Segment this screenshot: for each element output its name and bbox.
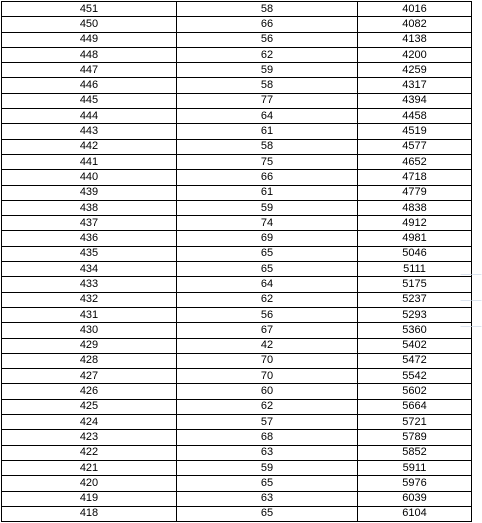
cumulative-cell: 5852 bbox=[358, 445, 472, 460]
cumulative-cell: 4082 bbox=[358, 17, 472, 32]
table-row bbox=[2, 200, 472, 215]
count-cell: 56 bbox=[177, 307, 358, 322]
cumulative-cell: 4981 bbox=[358, 231, 472, 246]
cumulative-cell: 4718 bbox=[358, 170, 472, 185]
cumulative-cell: 5542 bbox=[358, 369, 472, 384]
score-cell: 449 bbox=[2, 32, 177, 47]
count-cell: 74 bbox=[177, 216, 358, 231]
count-cell: 64 bbox=[177, 109, 358, 124]
score-cell: 445 bbox=[2, 93, 177, 108]
cumulative-cell: 4577 bbox=[358, 139, 472, 154]
score-cell: 419 bbox=[2, 491, 177, 506]
count-cell: 68 bbox=[177, 430, 358, 445]
table-row bbox=[2, 506, 472, 521]
score-cell: 426 bbox=[2, 384, 177, 399]
count-cell: 59 bbox=[177, 460, 358, 475]
table-row bbox=[2, 109, 472, 124]
count-cell: 65 bbox=[177, 246, 358, 261]
cumulative-cell: 5602 bbox=[358, 384, 472, 399]
score-cell: 431 bbox=[2, 307, 177, 322]
count-cell: 62 bbox=[177, 399, 358, 414]
table-row bbox=[2, 216, 472, 231]
table-row bbox=[2, 353, 472, 368]
cumulative-cell: 6104 bbox=[358, 506, 472, 521]
table-row bbox=[2, 154, 472, 169]
table-row bbox=[2, 476, 472, 491]
cumulative-cell: 5721 bbox=[358, 415, 472, 430]
score-cell: 443 bbox=[2, 124, 177, 139]
table-row bbox=[2, 445, 472, 460]
table-row bbox=[2, 460, 472, 475]
count-cell: 66 bbox=[177, 17, 358, 32]
cumulative-cell: 5402 bbox=[358, 338, 472, 353]
cumulative-cell: 4138 bbox=[358, 32, 472, 47]
score-cell: 424 bbox=[2, 415, 177, 430]
score-cell: 448 bbox=[2, 47, 177, 62]
count-cell: 67 bbox=[177, 323, 358, 338]
count-cell: 61 bbox=[177, 124, 358, 139]
cumulative-cell: 4200 bbox=[358, 47, 472, 62]
count-cell: 60 bbox=[177, 384, 358, 399]
table-row bbox=[2, 47, 472, 62]
score-cell: 432 bbox=[2, 292, 177, 307]
table-row bbox=[2, 231, 472, 246]
score-cell: 444 bbox=[2, 109, 177, 124]
table-row bbox=[2, 139, 472, 154]
table-row bbox=[2, 430, 472, 445]
table-row bbox=[2, 170, 472, 185]
cumulative-cell: 4259 bbox=[358, 63, 472, 78]
table-row bbox=[2, 338, 472, 353]
score-cell: 418 bbox=[2, 506, 177, 521]
score-cell: 446 bbox=[2, 78, 177, 93]
table-row bbox=[2, 246, 472, 261]
cumulative-cell: 5046 bbox=[358, 246, 472, 261]
table-row bbox=[2, 32, 472, 47]
score-cell: 435 bbox=[2, 246, 177, 261]
table-row bbox=[2, 17, 472, 32]
score-cell: 420 bbox=[2, 476, 177, 491]
table-body bbox=[2, 2, 482, 522]
cumulative-cell: 4519 bbox=[358, 124, 472, 139]
count-cell: 69 bbox=[177, 231, 358, 246]
cumulative-cell: 5664 bbox=[358, 399, 472, 414]
score-cell: 423 bbox=[2, 430, 177, 445]
cumulative-cell: 4838 bbox=[358, 200, 472, 215]
table-row bbox=[2, 78, 472, 93]
table-row bbox=[2, 491, 472, 506]
table-row bbox=[2, 399, 472, 414]
count-cell: 56 bbox=[177, 32, 358, 47]
score-cell: 430 bbox=[2, 323, 177, 338]
table-row bbox=[2, 384, 472, 399]
count-cell: 65 bbox=[177, 262, 358, 277]
score-cell: 439 bbox=[2, 185, 177, 200]
table-row bbox=[2, 63, 472, 78]
score-cell: 422 bbox=[2, 445, 177, 460]
cumulative-cell: 5472 bbox=[358, 353, 472, 368]
table-row bbox=[2, 277, 472, 292]
table-row bbox=[2, 369, 472, 384]
cumulative-cell: 5293 bbox=[358, 307, 472, 322]
score-cell: 437 bbox=[2, 216, 177, 231]
table-row bbox=[2, 307, 472, 322]
count-cell: 59 bbox=[177, 200, 358, 215]
score-cell: 434 bbox=[2, 262, 177, 277]
cumulative-cell: 5175 bbox=[358, 277, 472, 292]
table-row bbox=[2, 185, 472, 200]
count-cell: 77 bbox=[177, 93, 358, 108]
score-cell: 450 bbox=[2, 17, 177, 32]
cumulative-cell: 5976 bbox=[358, 476, 472, 491]
cumulative-cell: 5911 bbox=[358, 460, 472, 475]
count-cell: 65 bbox=[177, 506, 358, 521]
count-cell: 63 bbox=[177, 445, 358, 460]
score-cell: 436 bbox=[2, 231, 177, 246]
count-cell: 42 bbox=[177, 338, 358, 353]
cumulative-cell: 4779 bbox=[358, 185, 472, 200]
score-distribution-table bbox=[1, 1, 482, 522]
cumulative-cell: 4458 bbox=[358, 109, 472, 124]
table-row bbox=[2, 262, 472, 277]
score-cell: 438 bbox=[2, 200, 177, 215]
table-row bbox=[2, 292, 472, 307]
cumulative-cell: 5237 bbox=[358, 292, 472, 307]
table-row bbox=[2, 323, 472, 338]
table-row bbox=[2, 93, 472, 108]
count-cell: 58 bbox=[177, 2, 358, 17]
count-cell: 62 bbox=[177, 47, 358, 62]
score-cell: 440 bbox=[2, 170, 177, 185]
count-cell: 64 bbox=[177, 277, 358, 292]
cumulative-cell: 4394 bbox=[358, 93, 472, 108]
score-cell: 425 bbox=[2, 399, 177, 414]
table-row bbox=[2, 124, 472, 139]
cumulative-cell: 4912 bbox=[358, 216, 472, 231]
count-cell: 65 bbox=[177, 476, 358, 491]
count-cell: 63 bbox=[177, 491, 358, 506]
count-cell: 70 bbox=[177, 353, 358, 368]
count-cell: 58 bbox=[177, 78, 358, 93]
score-cell: 442 bbox=[2, 139, 177, 154]
count-cell: 59 bbox=[177, 63, 358, 78]
score-cell: 441 bbox=[2, 154, 177, 169]
watermark-logo: ⸺ ⸺ ⸺ bbox=[460, 267, 482, 334]
cumulative-cell: 5111 bbox=[358, 262, 472, 277]
count-cell: 62 bbox=[177, 292, 358, 307]
count-cell: 58 bbox=[177, 139, 358, 154]
score-cell: 451 bbox=[2, 2, 177, 17]
cumulative-cell: 4652 bbox=[358, 154, 472, 169]
count-cell: 66 bbox=[177, 170, 358, 185]
count-cell: 61 bbox=[177, 185, 358, 200]
cumulative-cell: 6039 bbox=[358, 491, 472, 506]
cumulative-cell: 5789 bbox=[358, 430, 472, 445]
count-cell: 75 bbox=[177, 154, 358, 169]
cumulative-cell: 5360 bbox=[358, 323, 472, 338]
score-cell: 427 bbox=[2, 369, 177, 384]
table-row bbox=[2, 415, 472, 430]
score-cell: 433 bbox=[2, 277, 177, 292]
score-cell: 447 bbox=[2, 63, 177, 78]
cumulative-cell: 4317 bbox=[358, 78, 472, 93]
score-cell: 429 bbox=[2, 338, 177, 353]
table-row bbox=[2, 2, 472, 17]
cumulative-cell: 4016 bbox=[358, 2, 472, 17]
score-cell: 421 bbox=[2, 460, 177, 475]
count-cell: 70 bbox=[177, 369, 358, 384]
count-cell: 57 bbox=[177, 415, 358, 430]
score-cell: 428 bbox=[2, 353, 177, 368]
